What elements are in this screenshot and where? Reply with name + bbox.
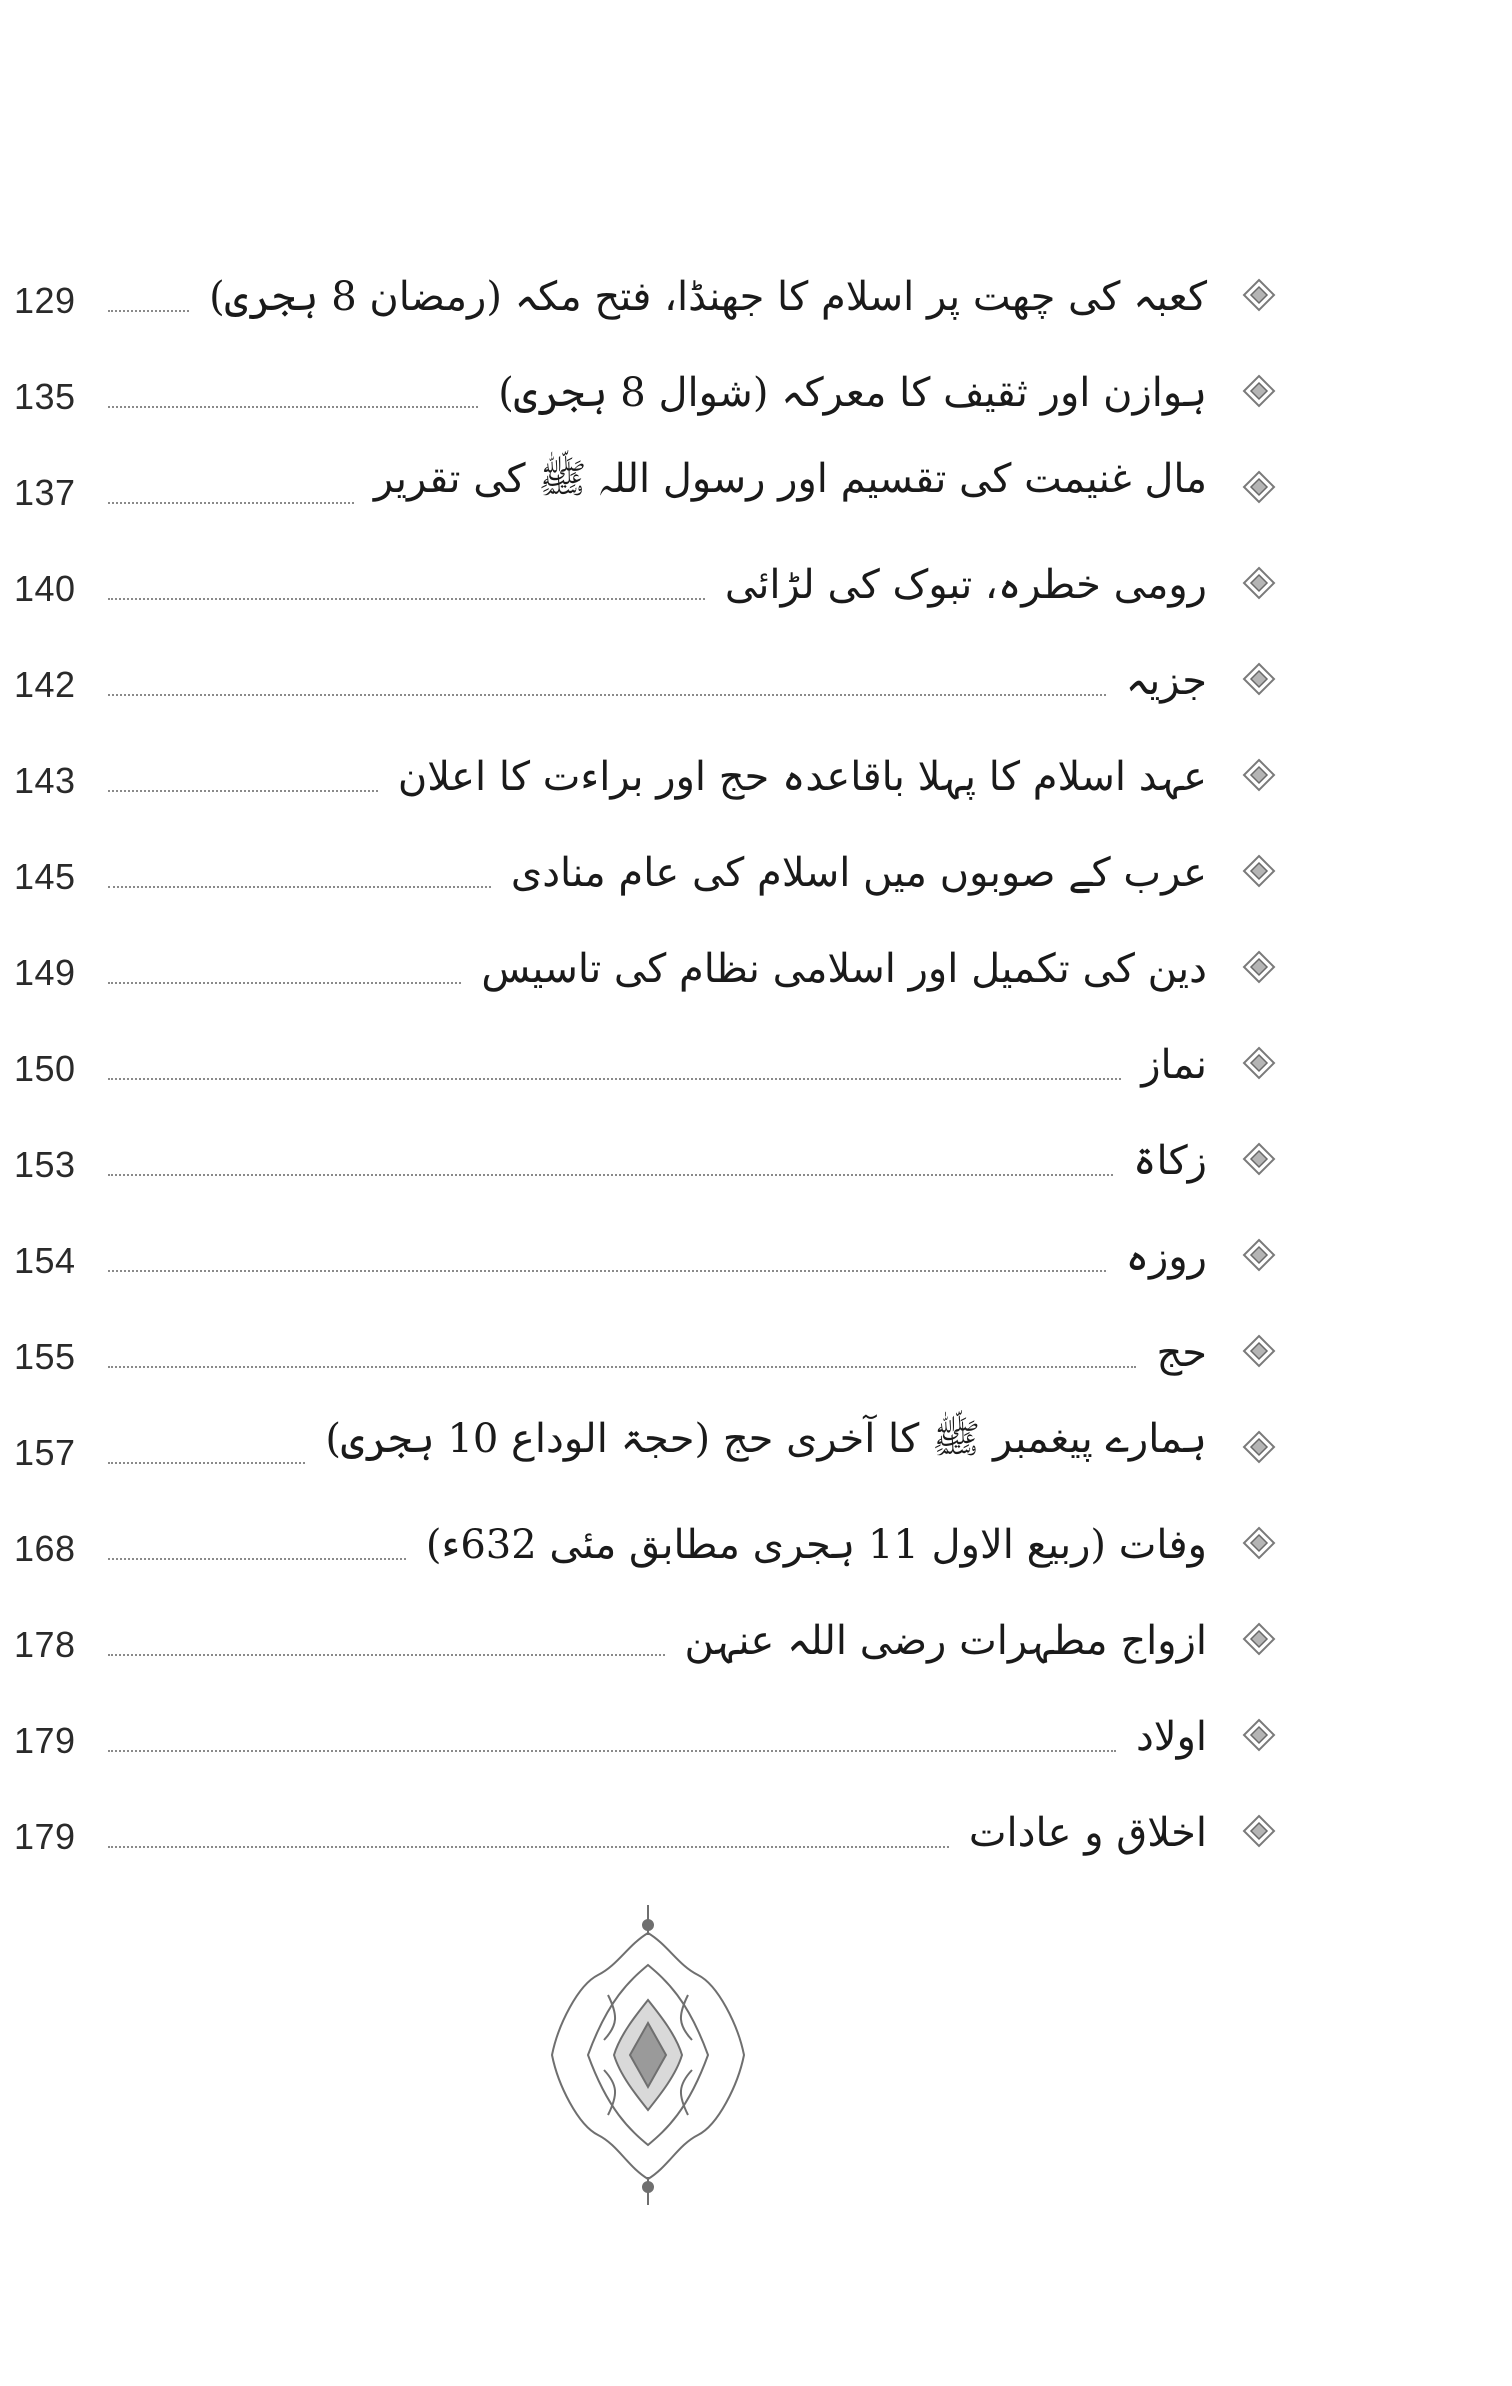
dotted-leader — [108, 502, 354, 504]
toc-page-number: 157 — [14, 1432, 76, 1473]
toc-page-number: 179 — [14, 1816, 76, 1857]
diamond-bullet-icon — [1242, 1430, 1276, 1464]
toc-entry[interactable] — [0, 234, 1512, 330]
toc-entry-title: نماز — [1127, 1042, 1207, 1088]
toc-entry-title: وفات (ربیع الاول 11 ہجری مطابق مئی 632ء) — [412, 1522, 1207, 1568]
dotted-leader — [108, 598, 705, 600]
dotted-leader — [108, 406, 478, 408]
toc-entry-title: کعبہ کی چھت پر اسلام کا جھنڈا، فتح مکہ (رمضان 8 ہجری) — [195, 274, 1207, 320]
toc-entry[interactable] — [0, 810, 1512, 906]
toc-page-number: 129 — [14, 280, 76, 321]
toc-page-number: 153 — [14, 1144, 76, 1185]
toc-entry[interactable] — [0, 1290, 1512, 1386]
dotted-leader — [108, 1846, 949, 1848]
toc-entry-title: مال غنیمت کی تقسیم اور رسول اللہ ﷺ کی تقریر — [360, 454, 1207, 512]
toc-page-number: 149 — [14, 952, 76, 993]
toc-page-number: 150 — [14, 1048, 76, 1089]
dotted-leader — [108, 1558, 406, 1560]
diamond-bullet-icon — [1242, 1334, 1276, 1368]
toc-entry[interactable] — [0, 1002, 1512, 1098]
toc-entry-title: عہد اسلام کا پہلا باقاعدہ حج اور براءت کا اعلان — [384, 754, 1207, 800]
toc-entry[interactable] — [0, 1098, 1512, 1194]
toc-page-number: 178 — [14, 1624, 76, 1665]
diamond-bullet-icon — [1242, 470, 1276, 504]
toc-page-number: 179 — [14, 1720, 76, 1761]
floral-ornament-icon — [548, 1905, 748, 2205]
diamond-bullet-icon — [1242, 950, 1276, 984]
toc-page-number: 143 — [14, 760, 76, 801]
dotted-leader — [108, 310, 189, 312]
toc-entry[interactable] — [0, 522, 1512, 618]
table-of-contents — [0, 234, 1512, 1866]
toc-entry[interactable] — [0, 1482, 1512, 1578]
toc-entry-title: دین کی تکمیل اور اسلامی نظام کی تاسیس — [467, 946, 1207, 992]
toc-page-number: 140 — [14, 568, 76, 609]
diamond-bullet-icon — [1242, 1046, 1276, 1080]
dotted-leader — [108, 790, 378, 792]
toc-page-number: 155 — [14, 1336, 76, 1377]
toc-entry-title: رومی خطرہ، تبوک کی لڑائی — [711, 562, 1207, 608]
toc-page-number: 135 — [14, 376, 76, 417]
toc-entry-title: عرب کے صوبوں میں اسلام کی عام منادی — [497, 850, 1207, 896]
dotted-leader — [108, 1078, 1121, 1080]
diamond-bullet-icon — [1242, 1718, 1276, 1752]
toc-entry-title: اخلاق و عادات — [955, 1810, 1207, 1856]
diamond-bullet-icon — [1242, 1238, 1276, 1272]
toc-entry-title: زکاۃ — [1119, 1138, 1207, 1184]
diamond-bullet-icon — [1242, 1814, 1276, 1848]
toc-entry-title: ہوازن اور ثقیف کا معرکہ (شوال 8 ہجری) — [484, 370, 1207, 416]
dotted-leader — [108, 1366, 1136, 1368]
diamond-bullet-icon — [1242, 374, 1276, 408]
toc-entry[interactable] — [0, 1578, 1512, 1674]
toc-entry[interactable] — [0, 1386, 1512, 1482]
dotted-leader — [108, 694, 1106, 696]
toc-entry[interactable] — [0, 1194, 1512, 1290]
dotted-leader — [108, 1462, 305, 1464]
diamond-bullet-icon — [1242, 1142, 1276, 1176]
toc-entry-title: جزیہ — [1112, 658, 1207, 704]
dotted-leader — [108, 982, 461, 984]
toc-page-number: 168 — [14, 1528, 76, 1569]
dotted-leader — [108, 1174, 1113, 1176]
toc-entry[interactable] — [0, 1674, 1512, 1770]
toc-entry[interactable] — [0, 906, 1512, 1002]
toc-entry[interactable] — [0, 618, 1512, 714]
diamond-bullet-icon — [1242, 278, 1276, 312]
toc-page-number: 145 — [14, 856, 76, 897]
dotted-leader — [108, 1270, 1106, 1272]
diamond-bullet-icon — [1242, 1526, 1276, 1560]
toc-entry-title: روزہ — [1112, 1234, 1207, 1280]
toc-page-number: 137 — [14, 472, 76, 513]
toc-entry[interactable] — [0, 1770, 1512, 1866]
toc-page-number: 154 — [14, 1240, 76, 1281]
dotted-leader — [108, 886, 491, 888]
diamond-bullet-icon — [1242, 566, 1276, 600]
toc-entry[interactable] — [0, 714, 1512, 810]
diamond-bullet-icon — [1242, 1622, 1276, 1656]
toc-entry-title: اولاد — [1122, 1714, 1207, 1760]
toc-entry-title: حج — [1142, 1330, 1207, 1376]
dotted-leader — [108, 1654, 665, 1656]
dotted-leader — [108, 1750, 1116, 1752]
diamond-bullet-icon — [1242, 854, 1276, 888]
toc-entry[interactable] — [0, 330, 1512, 426]
toc-entry[interactable] — [0, 426, 1512, 522]
toc-entry-title: ازواج مطہرات رضی اللہ عنہن — [671, 1618, 1207, 1664]
toc-page-number: 142 — [14, 664, 76, 705]
diamond-bullet-icon — [1242, 662, 1276, 696]
toc-entry-title: ہمارے پیغمبر ﷺ کا آخری حج (حجۃ الوداع 10 ہجری) — [311, 1414, 1207, 1472]
diamond-bullet-icon — [1242, 758, 1276, 792]
